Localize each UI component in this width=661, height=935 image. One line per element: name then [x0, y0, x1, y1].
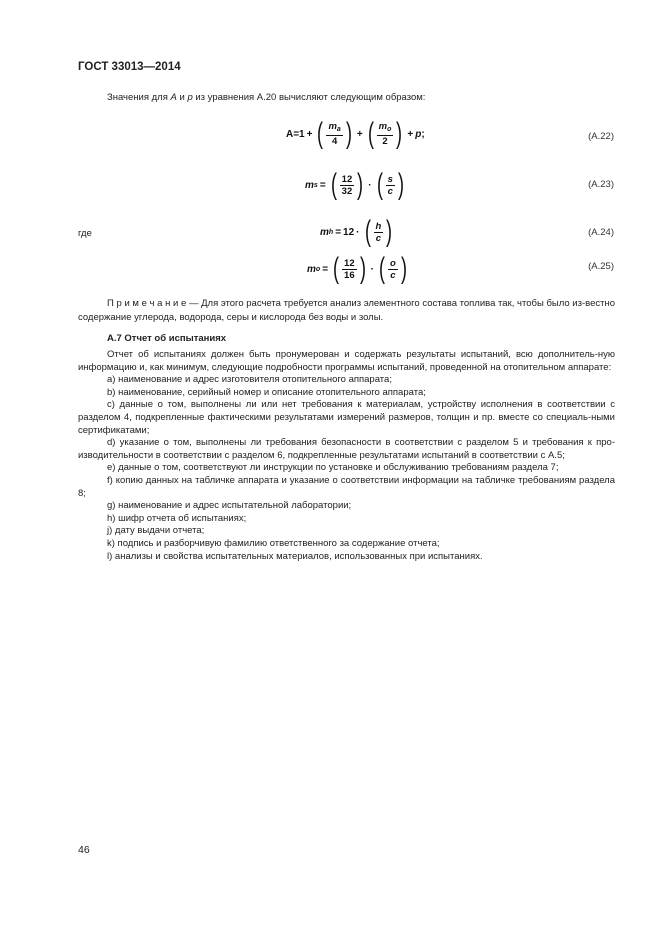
where-label: где	[78, 228, 92, 239]
var-p: p	[187, 92, 193, 103]
var-a: A	[170, 92, 177, 103]
list-item: d) указание о том, выполнены ли требования безопасности в соответствии с разделом 5 и требования к про-изводительности в соответствии с разделом 6, подкрепленные результатами испытаний в соответствии с А.5;	[78, 437, 615, 461]
intro-mid: и	[176, 92, 188, 103]
note-label: П р и м е ч а н и е	[107, 298, 187, 309]
section-body	[78, 349, 615, 563]
equation-number-a22: (А.22)	[588, 131, 614, 142]
intro-pre: Значения для	[107, 92, 171, 103]
equation-a22: A=1 + ( $\frac{m_a}{4}$ ) + ( $\frac{m_o}{2}$ ) + p ;	[286, 117, 425, 150]
equation-a24: m h = 12 · ( $\frac{h}{c}$ )	[320, 215, 393, 248]
list-item: е) данные о том, соответствуют ли инструкции по установке и обслуживанию требованиям раздела 7;	[107, 462, 559, 474]
list-item: b) наименование, серийный номер и описание отопительного аппарата;	[107, 386, 426, 398]
note	[78, 297, 615, 324]
list-item: а) наименование и адрес изготовителя отопительного аппарата;	[107, 374, 392, 386]
equation-number-a23: (А.23)	[588, 179, 614, 190]
intro-text	[107, 92, 425, 103]
section-title: А.7 Отчет об испытаниях	[107, 333, 227, 344]
paragraph: Отчет об испытаниях должен быть пронумерован и содержать результаты испытаний, всю дополнитель-ную информацию и, как минимум, следующие подробности программы испытаний, проведенной на отопительном аппарате:	[78, 349, 615, 373]
page-number: 46	[78, 844, 90, 856]
equation-a23: m s = ( $\frac{12}{32}$ ) · ( $\frac{s}{c}$ )	[305, 168, 404, 201]
note-text: — Для этого расчета требуется анализ элементного состава топлива так, чтобы было из-вестно содержание углерода, водорода, серы и кислорода без воды и золы.	[78, 298, 615, 323]
document-header: ГОСТ 33013—2014	[78, 61, 181, 73]
list-item: c) данные о том, выполнены ли или нет требования к материалам, устройству исполнения в соответствии с разделом 4, подкрепленные фактическими результатами измерений размеров, толщин и пр. вместе со специаль-ными сертификатами;	[78, 399, 615, 436]
list-item: h) шифр отчета об испытаниях;	[107, 512, 247, 524]
list-item: k) подпись и разборчивую фамилию ответственного за содержание отчета;	[107, 537, 440, 549]
list-item: j) дату выдачи отчета;	[107, 525, 205, 537]
equation-a25: m o = ( $\frac{12}{16}$ ) · ( $\frac{o}{c}$ )	[307, 252, 407, 285]
equation-number-a25: (А.25)	[588, 261, 614, 272]
list-item: l) анализы и свойства испытательных материалов, использованных при испытаниях.	[107, 550, 483, 562]
intro-post: из уравнения А.20 вычисляют следующим образом:	[192, 92, 426, 103]
list-item: f) копию данных на табличке аппарата и указание о соответствии информации на табличке требованиям раздела 8;	[78, 474, 615, 499]
list-item: g) наименование и адрес испытательной лаборатории;	[107, 500, 352, 512]
equation-number-a24: (А.24)	[588, 227, 614, 238]
